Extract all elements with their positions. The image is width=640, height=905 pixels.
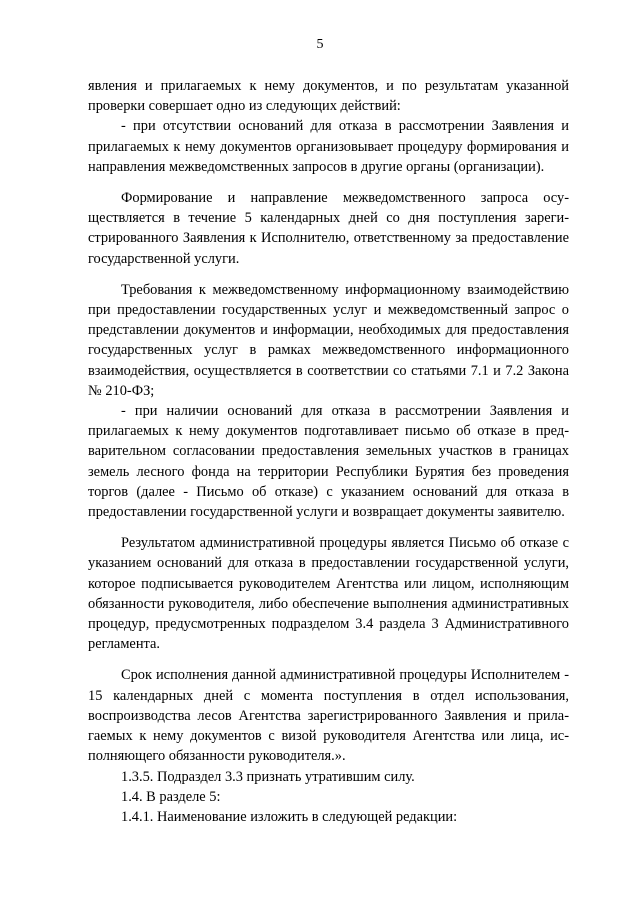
paragraph-clause-1-4-1: 1.4.1. Наименование изложить в следующей редакции: — [121, 808, 458, 825]
document-body — [88, 76, 569, 827]
paragraph-interagency-requirements: Требования к межведомственному информационному взаимодействию при предоставлении государственных услуг и межведомственный запрос о представлении документов и информации, необходимых для предоставления государственных услуг в рамках межведомственного информационного взаимодействия, осуществляется в соответствии со статьями 7.1 и 7.2 Закона № 210-ФЗ; — [88, 281, 569, 399]
paragraph-clause-1-4: 1.4. В разделе 5: — [121, 788, 221, 805]
paragraph-interagency-request-timing: Формирование и направление межведомственного запроса осуществляется в течение 5 календарных дней со дня поступления зарегистрированного Заявления к Исполнителю, ответственному за предоставление государственной услуги. — [88, 190, 569, 267]
paragraph-execution-deadline: Срок исполнения данной административной процедуры Исполнителем - 15 календарных дней с момента поступления в отдел использования, воспроизводства лесов Агентства зарегистрированного Заявления и прилагаемых к нему документов с визой руководителя Агентства или лица, исполняющего обязанности руководителя.». — [88, 667, 569, 765]
paragraph-no-grounds-action: - при отсутствии оснований для отказа в рассмотрении Заявления и прилагаемых к нему документов организовывает процедуру формирования и направления межведомственных запросов в другие органы (организации). — [88, 118, 569, 175]
page-number: 5 — [316, 37, 324, 52]
paragraph-clause-1-3-5: 1.3.5. Подраздел 3.3 признать утратившим силу. — [121, 768, 415, 785]
paragraph-continuation: явления и прилагаемых к нему документов, и по результатам указанной проверки совершает одно из следующих действий: — [88, 78, 569, 115]
paragraph-grounds-for-refusal: - при наличии оснований для отказа в рассмотрении Заявления и прилагаемых к нему документов подготавливает письмо об отказе в предварительном согласовании предоставления земельных участков в границах земель лесного фонда на территории Республики Бурятия без проведения торгов (далее - Письмо об отказе) с указанием оснований для отказа в предоставлении государственной услуги и возвращает документы заявителю. — [88, 403, 569, 521]
paragraph-procedure-result: Результатом административной процедуры является Письмо об отказе с указанием оснований для отказа в предоставлении государственной услуги, которое подписывается руководителем Агентства или лицом, исполняющим обязанности руководителя, либо обеспечение выполнения административных процедур, предусмотренных подразделом 3.4 раздела 3 Административного регламента. — [88, 535, 569, 653]
